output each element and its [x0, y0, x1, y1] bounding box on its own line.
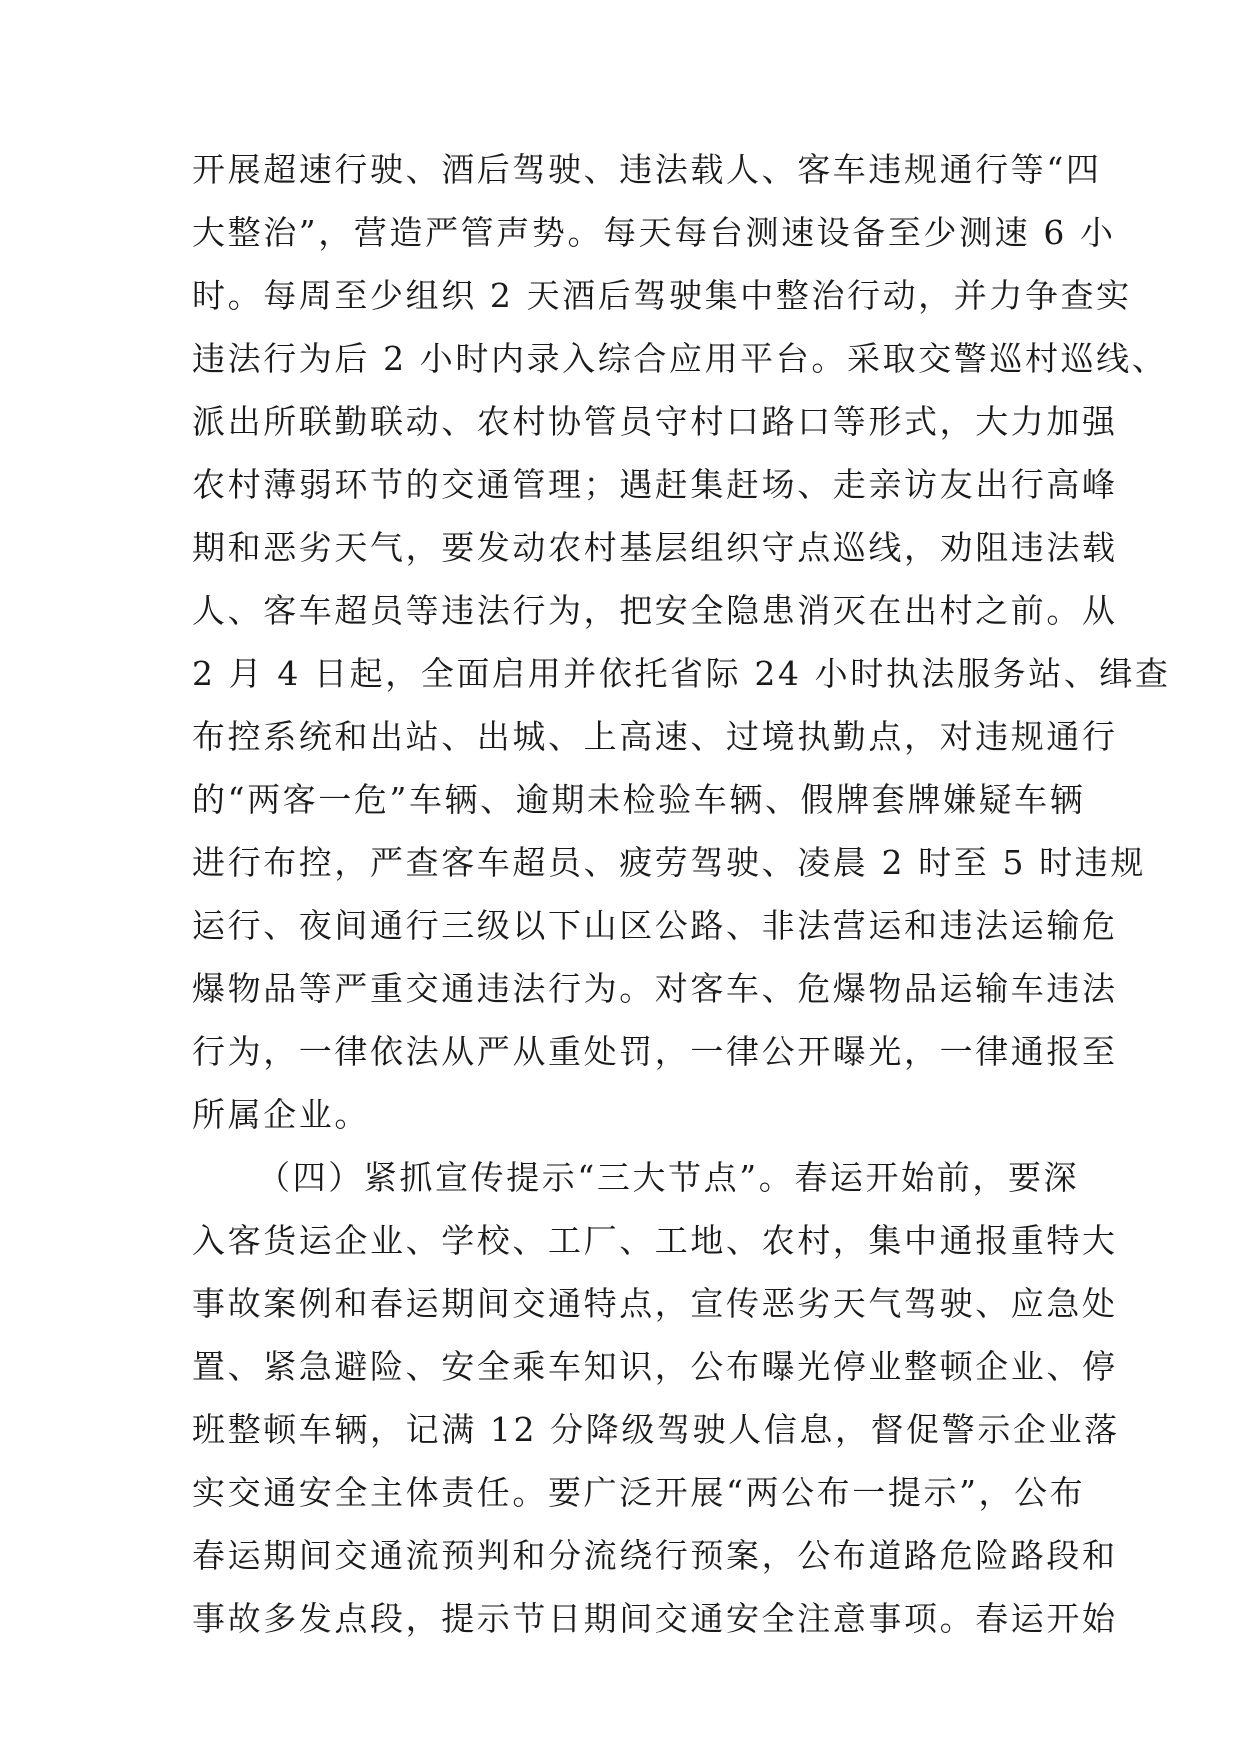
text-line: 布控系统和出站、出城、上高速、过境执勤点，对违规通行	[192, 717, 1118, 756]
text-line: 违法行为后 2 小时内录入综合应用平台。采取交警巡村巡线、	[192, 339, 1168, 378]
text-line: 班整顿车辆，记满 12 分降级驾驶人信息，督促警示企业落	[192, 1410, 1120, 1449]
text-line: 农村薄弱环节的交通管理；遇赶集赶场、走亲访友出行高峰	[192, 465, 1118, 504]
text-line: 爆物品等严重交通违法行为。对客车、危爆物品运输车违法	[192, 969, 1118, 1008]
text-line: 进行布控，严查客车超员、疲劳驾驶、凌晨 2 时至 5 时违规	[192, 843, 1146, 882]
text-line: 时。每周至少组织 2 天酒后驾驶集中整治行动，并力争查实	[192, 276, 1132, 315]
text-line: 春运期间交通流预判和分流绕行预案，公布道路危险路段和	[192, 1536, 1118, 1575]
text-line: 开展超速行驶、酒后驾驶、违法载人、客车违规通行等“四	[192, 150, 1102, 189]
text-line: 的“两客一危”车辆、逾期未检验车辆、假牌套牌嫌疑车辆	[192, 780, 1086, 819]
text-line: 运行、夜间通行三级以下山区公路、非法营运和违法运输危	[192, 906, 1118, 945]
text-line: 事故多发点段，提示节日期间交通安全注意事项。春运开始	[192, 1599, 1118, 1638]
text-line: 所属企业。	[192, 1095, 370, 1134]
text-line: 行为，一律依法从严从重处罚，一律公开曝光，一律通报至	[192, 1032, 1118, 1071]
text-line: 入客货运企业、学校、工厂、工地、农村，集中通报重特大	[192, 1221, 1118, 1260]
text-line: 派出所联勤联动、农村协管员守村口路口等形式，大力加强	[192, 402, 1118, 441]
section-heading-line: （四）紧抓宣传提示“三大节点”。春运开始前，要深	[257, 1158, 1080, 1197]
text-line: 人、客车超员等违法行为，把安全隐患消灭在出村之前。从	[192, 591, 1118, 630]
text-line: 实交通安全主体责任。要广泛开展“两公布一提示”，公布	[192, 1473, 1086, 1512]
text-line: 大整治”，营造严管声势。每天每台测速设备至少测速 6 小	[192, 213, 1116, 252]
text-line: 事故案例和春运期间交通特点，宣传恶劣天气驾驶、应急处	[192, 1284, 1118, 1323]
text-line: 2 月 4 日起，全面启用并依托省际 24 小时执法服务站、缉查	[192, 654, 1171, 693]
text-line: 置、紧急避险、安全乘车知识，公布曝光停业整顿企业、停	[192, 1347, 1118, 1386]
text-line: 期和恶劣天气，要发动农村基层组织守点巡线，劝阻违法载	[192, 528, 1118, 567]
